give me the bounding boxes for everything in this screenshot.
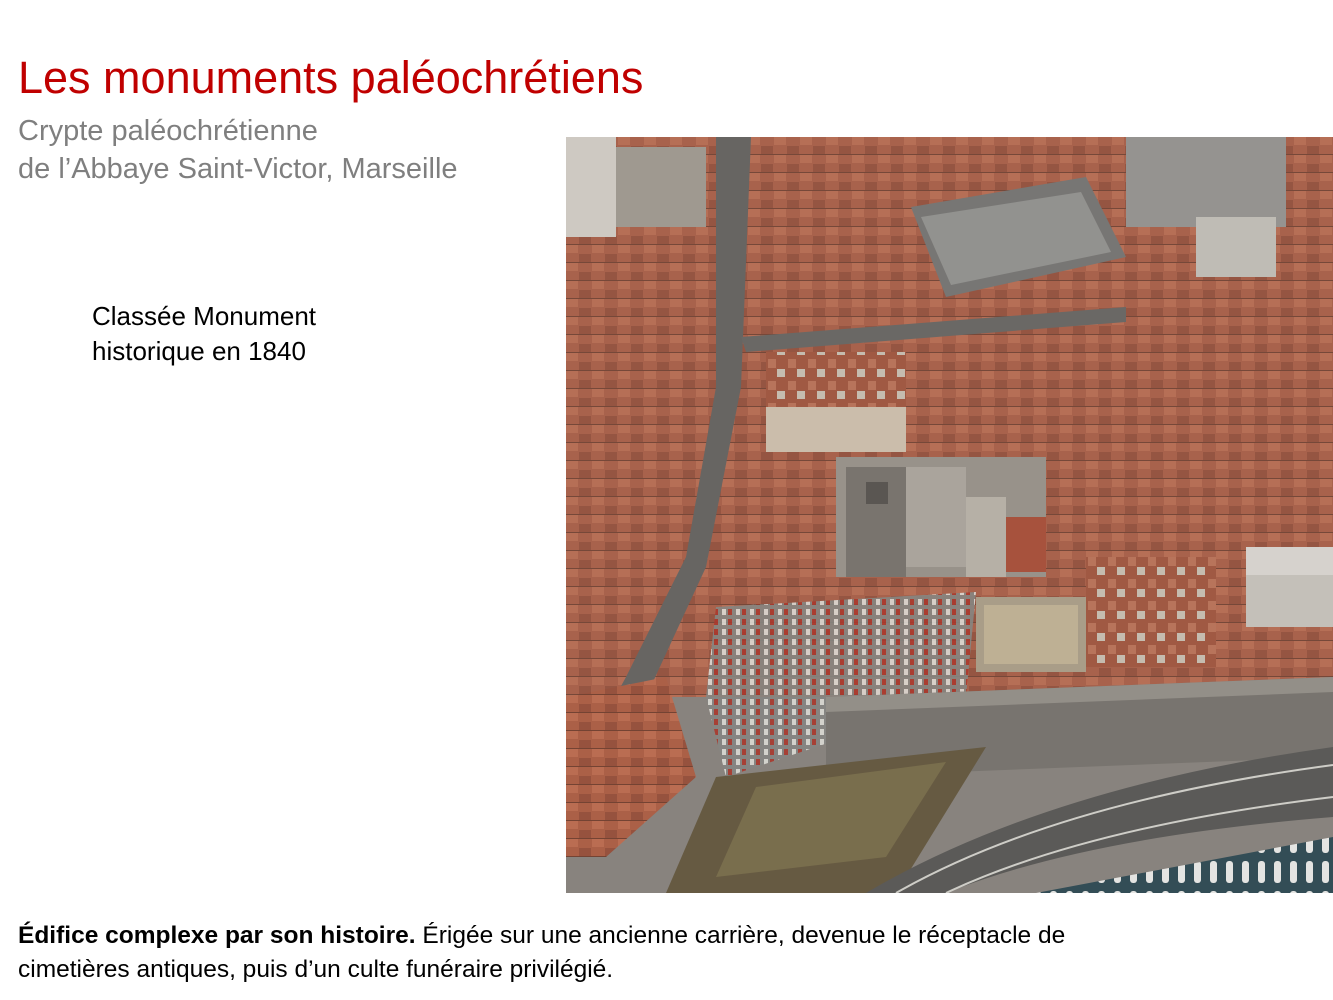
caption-bold: Édifice complexe par son histoire. bbox=[18, 922, 416, 949]
subtitle-line-1: Crypte paléochrétienne bbox=[18, 115, 318, 147]
caption-line-1-rest: Érigée sur une ancienne carrière, devenue le réceptacle de bbox=[415, 922, 1066, 949]
aerial-photo bbox=[566, 137, 1333, 893]
classification-note bbox=[92, 299, 316, 369]
caption-line-2: cimetières antiques, puis d’un culte funéraire privilégié. bbox=[18, 956, 614, 983]
note-line-2: historique en 1840 bbox=[92, 336, 306, 366]
note-line-1: Classée Monument bbox=[92, 301, 316, 331]
subtitle-line-2: de l’Abbaye Saint-Victor, Marseille bbox=[18, 153, 458, 185]
aerial-photo-illustration bbox=[566, 137, 1333, 893]
caption bbox=[18, 919, 1318, 987]
slide-title: Les monuments paléochrétiens bbox=[18, 52, 644, 103]
slide-subtitle bbox=[18, 112, 458, 188]
